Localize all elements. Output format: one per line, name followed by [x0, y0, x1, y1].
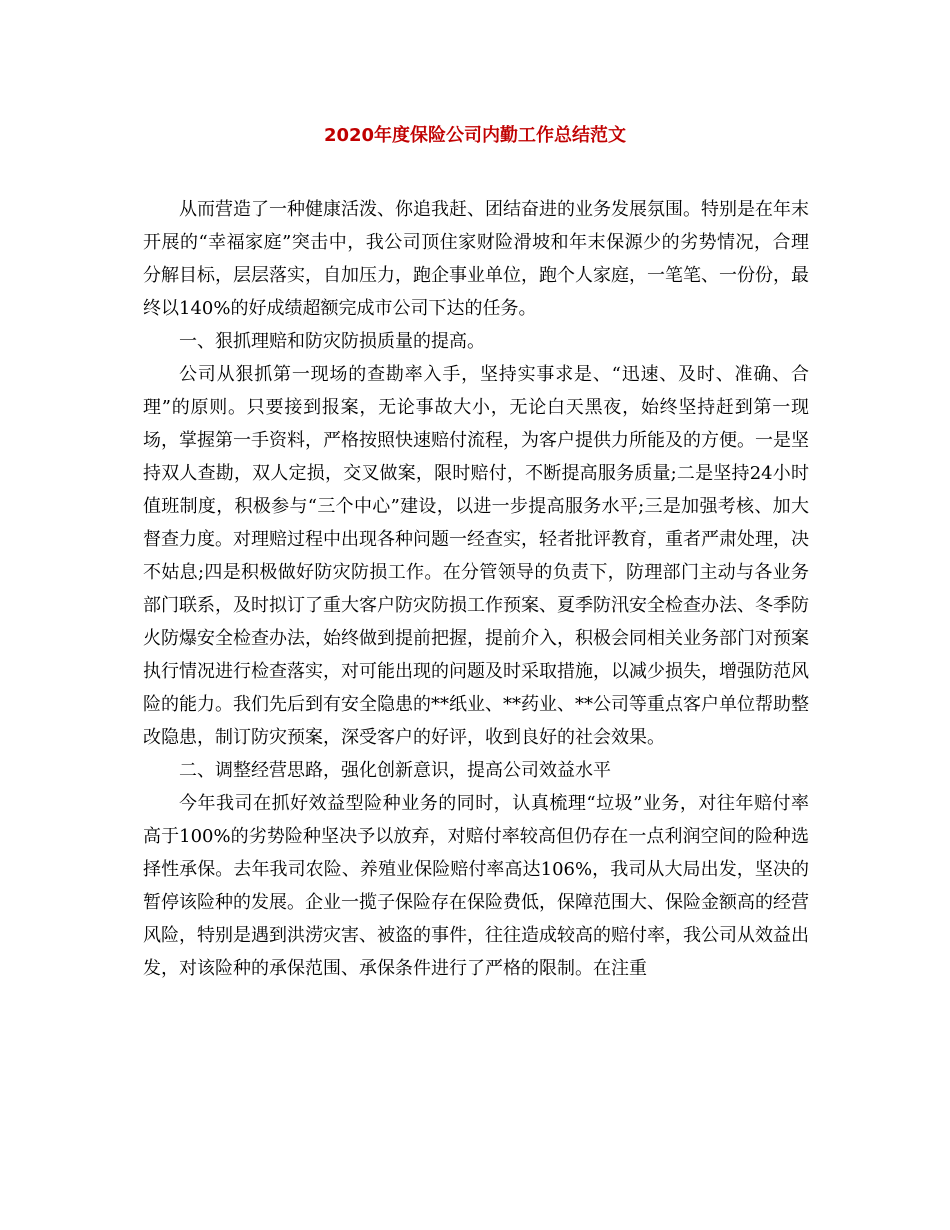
- document-title: 2020年度保险公司内勤工作总结范文: [323, 125, 627, 146]
- heading-section-2: 二、调整经营思路，强化创新意识，提高公司效益水平: [179, 760, 611, 781]
- paragraph-section-1: 公司从狠抓第一现场的查勘率入手，坚持实事求是、“迅速、及时、准确、合理”的原则。只要接到报案，无论事故大小，无论白天黑夜，始终坚持赶到第一现场，掌握第一手资料，严格按照快速赔付流程，为客户提供力所能及的方便。一是坚持双人查勘，双人定损，交叉做案，限时赔付，不断提高服务质量;二是坚持24小时值班制度，积极参与“三个中心”建设，以进一步提高服务水平;三是加强考核、加大督查力度。对理赔过程中出现各种问题一经查实，轻者批评教育，重者严肃处理，决不姑息;四是积极做好防灾防损工作。在分管领导的负责下，防理部门主动与各业务部门联系，及时拟订了重大客户防灾防损工作预案、夏季防汛安全检查办法、冬季防火防爆安全检查办法，始终做到提前把握，提前介入，积极会同相关业务部门对预案执行情况进行检查落实，对可能出现的问题及时采取措施，以减少损失，增强防范风险的能力。我们先后到有安全隐患的**纸业、**药业、**公司等重点客户单位帮助整改隐患，制订防灾预案，深受客户的好评，收到良好的社会效果。: [143, 364, 809, 748]
- paragraph-section-2: 今年我司在抓好效益型险种业务的同时，认真梳理“垃圾”业务，对往年赔付率高于100%的劣势险种坚决予以放弃，对赔付率较高但仍存在一点利润空间的险种选择性承保。去年我司农险、养殖业保险赔付率高达106%，我司从大局出发，坚决的暂停该险种的发展。企业一揽子保险存在保险费低，保障范围大、保险金额高的经营风险，特别是遇到洪涝灾害、被盗的事件，往往造成较高的赔付率，我公司从效益出发，对该险种的承保范围、承保条件进行了严格的限制。在注重: [143, 793, 809, 979]
- document-body: [143, 193, 809, 985]
- paragraph-intro: 从而营造了一种健康活泼、你追我赶、团结奋进的业务发展氛围。特别是在年末开展的“幸福家庭”突击中，我公司顶住家财险滑坡和年末保源少的劣势情况，合理分解目标，层层落实，自加压力，跑企事业单位，跑个人家庭，一笔笔、一份份，最终以140%的好成绩超额完成市公司下达的任务。: [143, 199, 809, 319]
- heading-section-1: 一、狠抓理赔和防灾防损质量的提高。: [179, 331, 485, 352]
